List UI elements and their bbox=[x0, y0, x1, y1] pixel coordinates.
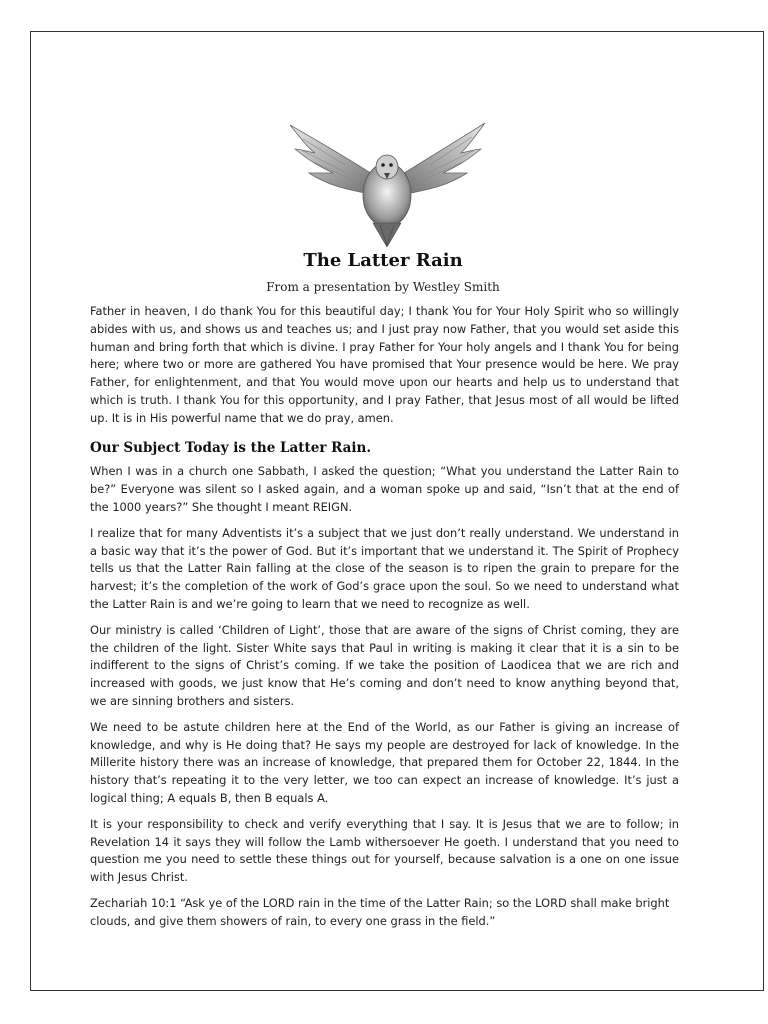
scripture-quote: Zechariah 10:1 “Ask ye of the LORD rain in the time of the Latter Rain; so the LORD shall make bright clouds, and give them showers of rain, to every one grass in the field.” bbox=[90, 895, 670, 928]
section-heading: Our Subject Today is the Latter Rain. bbox=[90, 439, 372, 456]
document-title: The Latter Rain bbox=[303, 250, 463, 271]
paragraph-5: It is your responsibility to check and verify everything that I say. It is Jesus that we are to follow; in Revelation 14 it says they will follow the Lamb withersoever He goeth. I understand that you need to question me you need to settle these things out for yourself, because salvation is a one on one issue with Jesus Christ. bbox=[90, 816, 679, 885]
dove-icon bbox=[285, 115, 490, 250]
document-body bbox=[90, 303, 679, 939]
paragraph-2: I realize that for many Adventists it’s a subject that we just don’t really understand. We understand in a basic way that it’s the power of God. But it’s important that we understand it. The Spirit of Prophecy tells us that the Latter Rain falling at the close of the season is to ripen the grain to prepare for the harvest; it’s the completion of the work of God’s grace upon the soul. So we need to understand what the Latter Rain is and we’re going to learn that we need to recognize as well. bbox=[90, 525, 679, 611]
paragraph-3: Our ministry is called ‘Children of Light’, those that are aware of the signs of Christ coming, they are the children of the light. Sister White says that Paul in writing is making it clear that it is a sin to be indifferent to the signs of Christ’s coming. If we take the position of Laodicea that we are rich and increased with goods, we just know that He’s coming and don’t need to know anything beyond that, we are sinning brothers and sisters. bbox=[90, 622, 679, 708]
paragraph-1: When I was in a church one Sabbath, I asked the question; “What you understand the Latter Rain to be?” Everyone was silent so I asked again, and a woman spoke up and said, “Isn’t that at the end of the 1000 years?” She thought I meant REIGN. bbox=[90, 464, 679, 514]
paragraph-4: We need to be astute children here at the End of the World, as our Father is giving an increase of knowledge, and why is He doing that? He says my people are destroyed for lack of knowledge. In the Millerite history there was an increase of knowledge, that prepared them for October 22, 1844. In the history that’s repeating it to the very letter, we too can expect an increase of knowledge. It’s just a logical thing; A equals B, then B equals A. bbox=[90, 719, 679, 805]
document-subtitle: From a presentation by Westley Smith bbox=[266, 280, 500, 294]
opening-prayer: Father in heaven, I do thank You for this beautiful day; I thank You for Your Holy Spirit who so willingly abides with us, and shows us and teaches us; and I just pray now Father, that you would set aside this human and bring forth that which is divine. I pray Father for Your holy angels and I thank You for being here; where two or more are gathered You have promised that Your presence would be here. We pray Father, for enlightenment, and that You would move upon our hearts and help us to understand that which is truth. I thank You for this opportunity, and I pray Father, that Jesus most of all would be lifted up. It is in His powerful name that we do pray, amen. bbox=[90, 304, 679, 425]
